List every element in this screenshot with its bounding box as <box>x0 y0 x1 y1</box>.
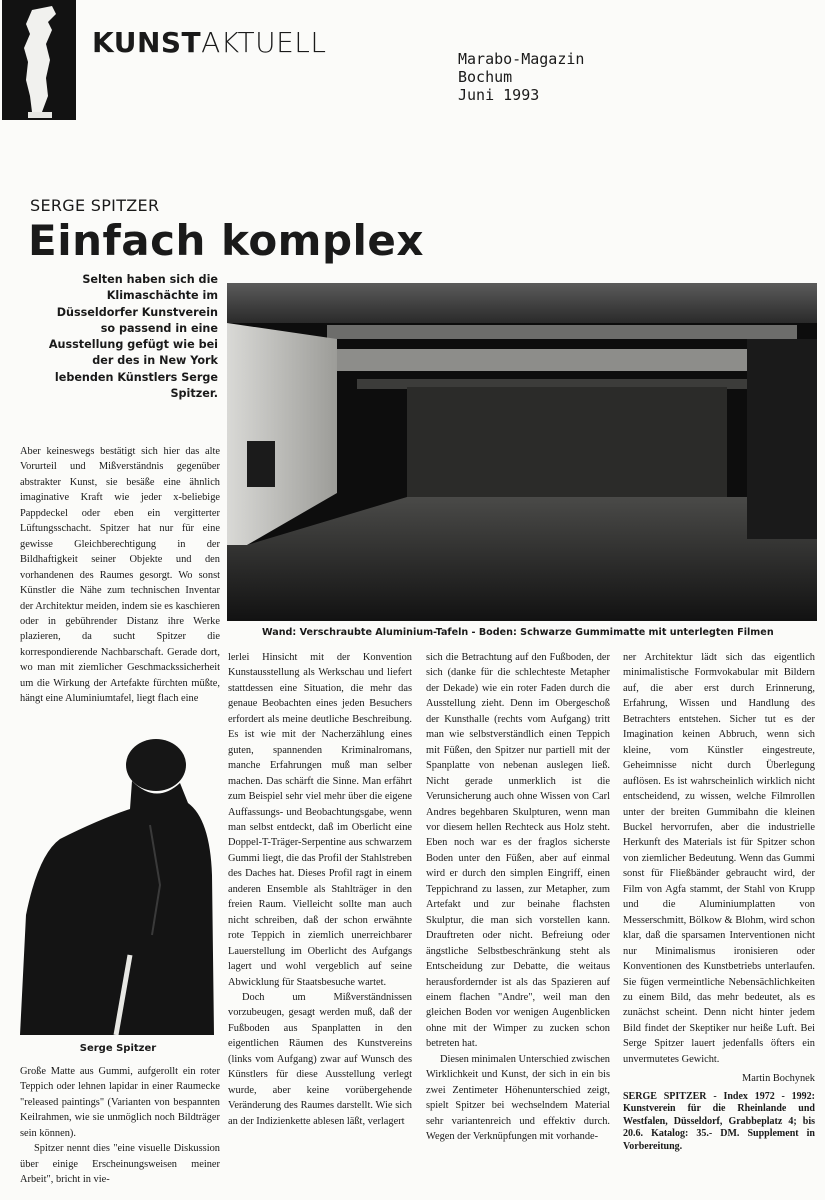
body-column-4 <box>623 650 815 1192</box>
author-name: Martin Bochynek <box>741 1073 815 1085</box>
artist-kicker: SERGE SPITZER <box>30 196 160 215</box>
body-column-3 <box>426 650 610 1200</box>
sculpture-logo-icon <box>2 0 76 120</box>
body-column-2 <box>228 650 412 1200</box>
exhibition-info: SERGE SPITZER - Index 1972 - 1992: Kunstverein für die Rheinlande und Westfalen, Düsseldorf, Grabbeplatz 4; bis 20.6. Katalog: 35.- DM. Supplement in Vorbereitung. <box>623 1090 815 1152</box>
portrait-caption: Serge Spitzer <box>79 1043 157 1054</box>
article-headline: Einfach komplex <box>28 216 424 265</box>
magazine-brand <box>92 26 326 59</box>
person-silhouette-icon <box>20 735 216 1035</box>
body-paragraph: Aber keineswegs bestätigt sich hier das alte Vorurteil und Mißverständnis gegenüber abstrakter Kunst, sie besäße eine ähnlich imaginative Kraft wie jeder x-beliebige Pappdeckel oder eben ein vergitterter Lüftungsschacht. Spitzer hat nur für eine gewisse Gleichberechtigung in der Bildhaftigkeit seiner Objekte und den vorhandenen des Raumes gesorgt. Wo sonst Künstler die Nähe zum technischen Inventar der Architektur meiden, indem sie es kaschieren oder in gebührender Distanz ihre Werke plazieren, da sucht Spitzer die korrespondierende Nachbarschaft. Gerade dort, wo man mit ziemlicher Geschmackssicherheit um die Wirkung der Artefakte fürchten müßte, hängt eine Aluminiumtafel, liegt flach eine <box>20 446 220 705</box>
magazine-logo <box>2 0 76 120</box>
body-paragraph: lerlei Hinsicht mit der Konvention Kunstausstellung als Werkschau und liefert stattdessen eine Situation, die mehr das genaue Beobachten eines jeden Besuchers erfordert als meine deutliche Beschreibung. Es ist wie mit der Nacherzählung eines guten, spannenden Kriminalromans, manche Erfahrungen muß man selber machen. Das schärft die Sinne. Man erfährt zum Beispiel sehr viel mehr über die eigene Auffassungs- und Beobachtungsgabe, wenn man selbst entdeckt, daß im Oberlicht eine Doppel-T-Träger-Serpentine aus schwarzem Gummi liegt, die das Profil der Stahlstreben des Daches hat. Dieses Profil ragt in einem anderen Ensemble als Stahlträger in den freien Raum. Vielleicht sollte man auch nicht schreiben, daß der schon erwähnte rote Teppich in ziemlich unerreichbarer Lauerstellung im Oberlicht des Aufgangs lagert und wohl vergeblich auf seine Abwicklung für Staatsbesuche wartet. <box>228 652 412 988</box>
lead-paragraph: Selten haben sich die Klimaschächte im Düsseldorfer Kunstverein so passend in eine Ausstellung gefügt wie bei der des in New York lebenden Künstlers Serge Spitzer. <box>48 273 218 401</box>
photo-caption: Wand: Verschraubte Aluminium-Tafeln - Boden: Schwarze Gummimatte mit unterlegten Filmen <box>262 627 774 638</box>
body-column-1-top <box>20 444 220 716</box>
brand-light: AKTUELL <box>201 26 327 59</box>
body-paragraph: Diesen minimalen Unterschied zwischen Wirklichkeit und Kunst, der sich in ein bis zwei Zentimeter Höhenunterschied zeigt, spielt Spitzer bei wechselndem Material sehr variantenreich und effektiv durch. Wegen der Verknüpfungen mit vorhande- <box>426 1053 610 1143</box>
body-paragraph: sich die Betrachtung auf den Fußboden, der sich (danke für die schlechteste Metapher der Dekade) wie ein roter Faden durch die Ausstellung zieht. Denn im Obergeschoß der Kunsthalle (rechts vom Aufgang) tritt man wie selbstverständlich einen Teppich mit Füßen, den Spitzer nur partiell mit der Spanplatte von nebenan auslegen ließ. Nicht gerade unmerklich ist die Verunsicherung auch ohne Wissen von Carl Andres begehbaren Skulpturen, wenn man vor diesem hellen Rechteck aus Holz steht. Eben noch war es der fraglos sicherste Boden unter den Füßen, aber auf einmal wird er durch den simplen Eingriff, einen Teppichrand zu lassen, zur Metapher, zum Artefakt und zur beinahe flachsten Skulptur, die man sich vorstellen kann. Drauftreten oder nicht. Befreiung oder ängstliche Selbstbeschränkung steht als Entscheidung zur Debatte, die weitaus herausfordernder ist als das Spazieren auf einem flachen "Andre", weil man den gleichen Boden vor wenigen Augenblicken ohne mit der Wimper zu zucken schon betreten hat. <box>426 652 610 1050</box>
body-paragraph: ner Architektur lädt sich das eigentlich minimalistische Formvokabular mit Bildern auf, die aber erst durch Erinnerung, Erfahrung, Wissen und Handlung des Betrachters entstehen. Sicher tut es der Imagination keinen Abbruch, wenn sich kleine, vom Künstler eingestreute, Geheimnisse nicht durch Überlegung auflösen. Es ist wahrscheinlich wirklich nicht entscheidend, zu wissen, welche Filmrollen unter der breiten Gummibahn die kleinen Buckel hervorrufen, aber die industrielle Herkunft des Materials ist für Spitzer schon von ziemlicher Bedeutung. Wenn das Gummi sonst für Fließbänder gebraucht wird, der Film von Agfa stammt, der Stahl von Krupp und die Aluminiumplatten von Messerschmitt, Bölkow & Blohm, wird schon klar, daß die sparsamen Interventionen nicht nur Minimalismus ironisieren oder Konventionen des Kunstbetriebs unterlaufen. Sie fügen vermeintliche Nebensächlichkeiten zu einem Bild, das mehr bedeutet, als es zunächst scheint. Denn nicht hinter jedem Bild findet der Skeptiker nur heiße Luft. Bei Serge Spitzer lauert jedenfalls öfters ein unvermutetes Gewicht. <box>623 652 815 1065</box>
gallery-room-image-icon <box>227 283 817 621</box>
source-note: Marabo-Magazin Bochum Juni 1993 <box>458 50 585 104</box>
body-paragraph: Spitzer nennt dies "eine visuelle Diskussion über einige Erscheinungsweisen meiner Arbeit", bricht in vie- <box>20 1143 220 1186</box>
artist-portrait <box>20 735 216 1035</box>
body-paragraph: Große Matte aus Gummi, aufgerollt ein roter Teppich oder lehnen lapidar in einer Raumecke "released paintings" (Varianten von bespannten Keilrahmen, wie sie unmöglich noch Bildträger sein können). <box>20 1066 220 1139</box>
brand-bold: KUNST <box>92 26 202 59</box>
body-paragraph: Doch um Mißverständnissen vorzubeugen, gesagt werden muß, daß der Fußboden aus Spanplatten in den eigentlichen Räumen des Kunstvereins (links vom Aufgang) zwar auf Wunsch des Künstlers für diese Ausstellung verlegt wurde, aber keine vorübergehende Veränderung des Raumes darstellt. Wie sich an der Indizienkette ablesen läßt, verlagert <box>228 991 412 1127</box>
exhibition-photo <box>227 283 817 621</box>
body-column-1-bottom <box>20 1064 220 1200</box>
